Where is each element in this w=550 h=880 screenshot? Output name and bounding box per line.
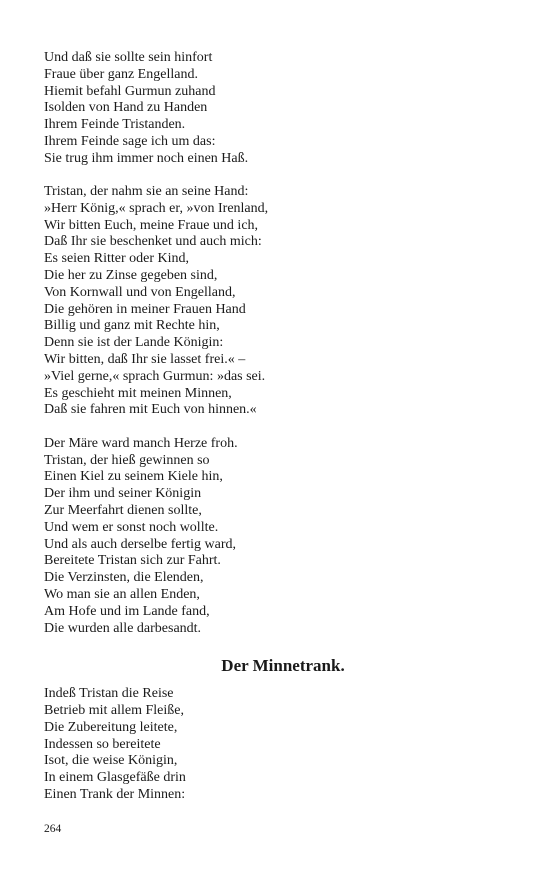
verse-line: Die Verzinsten, die Elenden, xyxy=(44,570,204,586)
stanza-1 xyxy=(44,50,514,168)
verse-line: Fraue über ganz Engelland. xyxy=(44,66,198,82)
verse-line: Isolden von Hand zu Handen xyxy=(44,100,208,116)
verse-line: Sie trug ihm immer noch einen Haß. xyxy=(44,150,249,166)
verse-line: Daß sie fahren mit Euch von hinnen.« xyxy=(44,402,257,418)
verse-line: Einen Kiel zu seinem Kiele hin, xyxy=(44,469,223,485)
verse-line: Die gehören in meiner Frauen Hand xyxy=(44,301,246,317)
verse-line: Und wem er sonst noch wollte. xyxy=(44,519,219,535)
page-body xyxy=(44,50,514,820)
verse-line: »Herr König,« sprach er, »von Irenland, xyxy=(44,200,269,216)
verse-line: Wo man sie an allen Enden, xyxy=(44,586,200,602)
verse-line: Ihrem Feinde Tristanden. xyxy=(44,117,186,133)
verse-line: Denn sie ist der Lande Königin: xyxy=(44,335,224,351)
verse-line: Die her zu Zinse gegeben sind, xyxy=(44,268,218,284)
verse-line: Bereitete Tristan sich zur Fahrt. xyxy=(44,553,221,569)
verse-line: Und daß sie sollte sein hinfort xyxy=(44,50,213,65)
stanza-3 xyxy=(44,436,514,638)
verse-line: Der ihm und seiner Königin xyxy=(44,486,202,502)
verse-line: Indeß Tristan die Reise xyxy=(44,686,174,702)
verse-line: Zur Meerfahrt dienen sollte, xyxy=(44,502,202,518)
verse-line: Wir bitten Euch, meine Fraue und ich, xyxy=(44,217,259,233)
verse-line: Wir bitten, daß Ihr sie lasset frei.« – xyxy=(44,352,246,368)
verse-line: Von Kornwall und von Engelland, xyxy=(44,284,236,300)
verse-line: Die Zubereitung leitete, xyxy=(44,719,178,735)
verse-line: Und als auch derselbe fertig ward, xyxy=(44,536,237,552)
verse-line: In einem Glasgefäße drin xyxy=(44,770,186,786)
verse-line: Betrieb mit allem Fleiße, xyxy=(44,703,184,719)
verse-line: Isot, die weise Königin, xyxy=(44,753,178,769)
verse-line: Der Märe ward manch Herze froh. xyxy=(44,435,238,451)
page-number: 264 xyxy=(44,823,62,835)
stanza-4 xyxy=(44,686,514,804)
verse-line: Es geschieht mit meinen Minnen, xyxy=(44,385,232,401)
verse-line: Tristan, der hieß gewinnen so xyxy=(44,452,210,468)
verse-line: Am Hofe und im Lande fand, xyxy=(44,603,210,619)
verse-line: Daß Ihr sie beschenket und auch mich: xyxy=(44,234,262,250)
verse-line: Tristan, der nahm sie an seine Hand: xyxy=(44,184,249,200)
verse-line: Indessen so bereitete xyxy=(44,736,161,752)
verse-line: Billig und ganz mit Rechte hin, xyxy=(44,318,220,334)
verse-line: Einen Trank der Minnen: xyxy=(44,787,186,803)
verse-line: Es seien Ritter oder Kind, xyxy=(44,251,190,267)
section-heading: Der Minnetrank. xyxy=(221,656,345,676)
stanza-2 xyxy=(44,184,514,419)
verse-line: Hiemit befahl Gurmun zuhand xyxy=(44,83,216,99)
verse-line: »Viel gerne,« sprach Gurmun: »das sei. xyxy=(44,368,266,384)
verse-line: Ihrem Feinde sage ich um das: xyxy=(44,133,216,149)
verse-line: Die wurden alle darbesandt. xyxy=(44,620,202,636)
